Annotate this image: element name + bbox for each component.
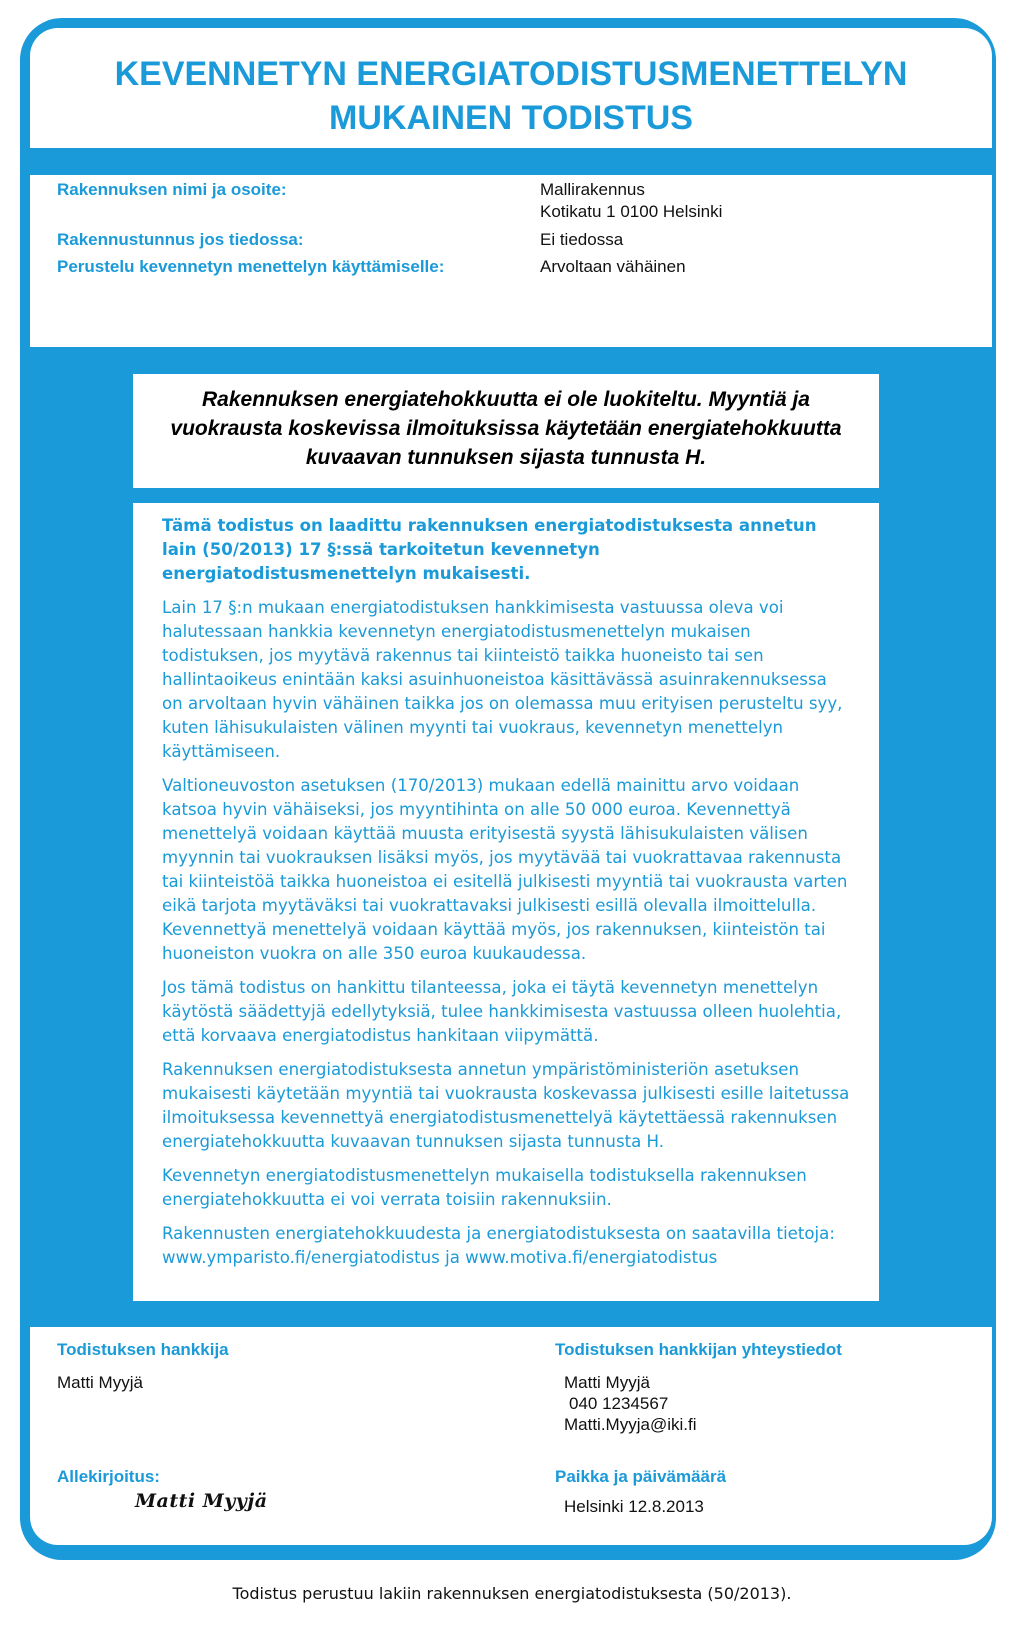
- title-line-2: MUKAINEN TODISTUS: [329, 99, 693, 137]
- building-name-value: Mallirakennus: [540, 180, 645, 199]
- paragraph-law: Lain 17 §:n mukaan energiatodistuksen hankkimisesta vastuussa oleva voi halutessaan hankkia kevennetyn energiatodistusmenettelyn mukaisen todistuksen, jos myytävä rakennus tai kiinteistö taikka huoneisto tai sen hallintaoikeus enintään kaksi asuinhuoneistoa käsittävässä asuinrakennuksessa on arvoltaan hyvin vähäinen taikka jos on olemassa muu erityisen perusteltu syy, kuten lähisukulaisten välinen myynti tai vuokraus, kevennetyn menettelyn käyttämiseen.: [162, 598, 843, 761]
- acquirer-value: Matti Myyjä: [57, 1373, 143, 1392]
- signature-label: Allekirjoitus:: [57, 1467, 160, 1486]
- paragraph-conditions: Jos tämä todistus on hankittu tilanteessa, joka ei täytä kevennetyn menettelyn käytöstä säädettyjä edellytyksiä, tulee hankkimisesta vastuussa olleen huolehtia, että korvaava energiatodistus hankitaan viipymättä.: [162, 978, 842, 1045]
- handwritten-signature: Matti Myyjä: [135, 1490, 268, 1512]
- contact-label: Todistuksen hankkijan yhteystiedot: [555, 1340, 842, 1359]
- paragraph-intro: Tämä todistus on laadittu rakennuksen energiatodistuksesta annetun lain (50/2013) 17 §:ssä tarkoitetun kevennetyn energiatodistusmenettelyn mukaisesti.: [162, 516, 817, 583]
- paragraph-more-info: [162, 1222, 852, 1270]
- building-address-value: Kotikatu 1 0100 Helsinki: [540, 202, 723, 221]
- explanation-text: [162, 514, 852, 1280]
- energy-class-notice: [133, 385, 879, 472]
- notice-line-1: Rakennuksen energiatehokkuutta ei ole luokiteltu. Myyntiä ja: [202, 388, 810, 411]
- legal-basis-footer: Todistus perustuu lakiin rakennuksen energiatodistuksesta (50/2013).: [232, 1584, 792, 1603]
- notice-line-3: kuvaavan tunnuksen sijasta tunnusta H.: [305, 446, 707, 469]
- building-id-label: Rakennustunnus jos tiedossa:: [57, 230, 304, 249]
- title-line-1: KEVENNETYN ENERGIATODISTUSMENETTELYN: [114, 55, 908, 93]
- place-date-label: Paikka ja päivämäärä: [555, 1467, 727, 1486]
- place-date-value: Helsinki 12.8.2013: [564, 1497, 704, 1516]
- contact-email: Matti.Myyja@iki.fi: [564, 1415, 697, 1434]
- contact-name: Matti Myyjä: [564, 1373, 650, 1392]
- building-id-value: Ei tiedossa: [540, 230, 624, 249]
- paragraph-comparison: Kevennetyn energiatodistusmenettelyn mukaisella todistuksella rakennuksen energiatehokkuutta ei voi verrata toisiin rakennuksiin.: [162, 1166, 807, 1209]
- acquirer-label: Todistuksen hankkija: [57, 1340, 229, 1359]
- paragraph-advertising: Rakennuksen energiatodistuksesta annetun ympäristöministeriön asetuksen mukaisesti käytetään myyntiä tai vuokrausta koskevassa julkisesti esille laitetussa ilmoituksessa kevennettyä energiatodistusmenettelyä käytettäessä rakennuksen energiatehokkuutta kuvaavan tunnuksen sijasta tunnusta H.: [162, 1060, 850, 1151]
- notice-line-2: vuokrausta koskevissa ilmoituksissa käytetään energiatehokkuutta: [170, 417, 842, 440]
- reason-value: Arvoltaan vähäinen: [540, 257, 686, 276]
- contact-phone: 040 1234567: [569, 1394, 669, 1413]
- paragraph-decree: Valtioneuvoston asetuksen (170/2013) mukaan edellä mainittu arvo voidaan katsoa hyvin vähäiseksi, jos myyntihinta on alle 50 000 euroa. Kevennettyä menettelyä voidaan käyttää muusta erityisestä syystä lähisukulaisten välisen myynnin tai vuokrauksen lisäksi myös, jos myytävää tai vuokrattavaa rakennusta tai kiinteistöä taikka huoneistoa ei esitellä julkisesti myyntiä tai vuokrausta varten eikä tarjota myytäväksi tai vuokrattavaksi julkisesti esillä olevalla ilmoittelulla. Kevennettyä menettelyä voidaan käyttää myös, jos rakennuksen, kiinteistön tai huoneiston vuokra on alle 350 euroa kuukaudessa.: [162, 776, 848, 963]
- more-info-text: Rakennusten energiatehokkuudesta ja energiatodistuksesta on saatavilla tietoja:: [162, 1224, 835, 1243]
- page-title: [30, 52, 992, 140]
- building-name-label: Rakennuksen nimi ja osoite:: [57, 180, 287, 199]
- more-info-links: www.ymparisto.fi/energiatodistus ja www.motiva.fi/energiatodistus: [162, 1248, 718, 1267]
- reason-label: Perustelu kevennetyn menettelyn käyttämiselle:: [57, 257, 445, 276]
